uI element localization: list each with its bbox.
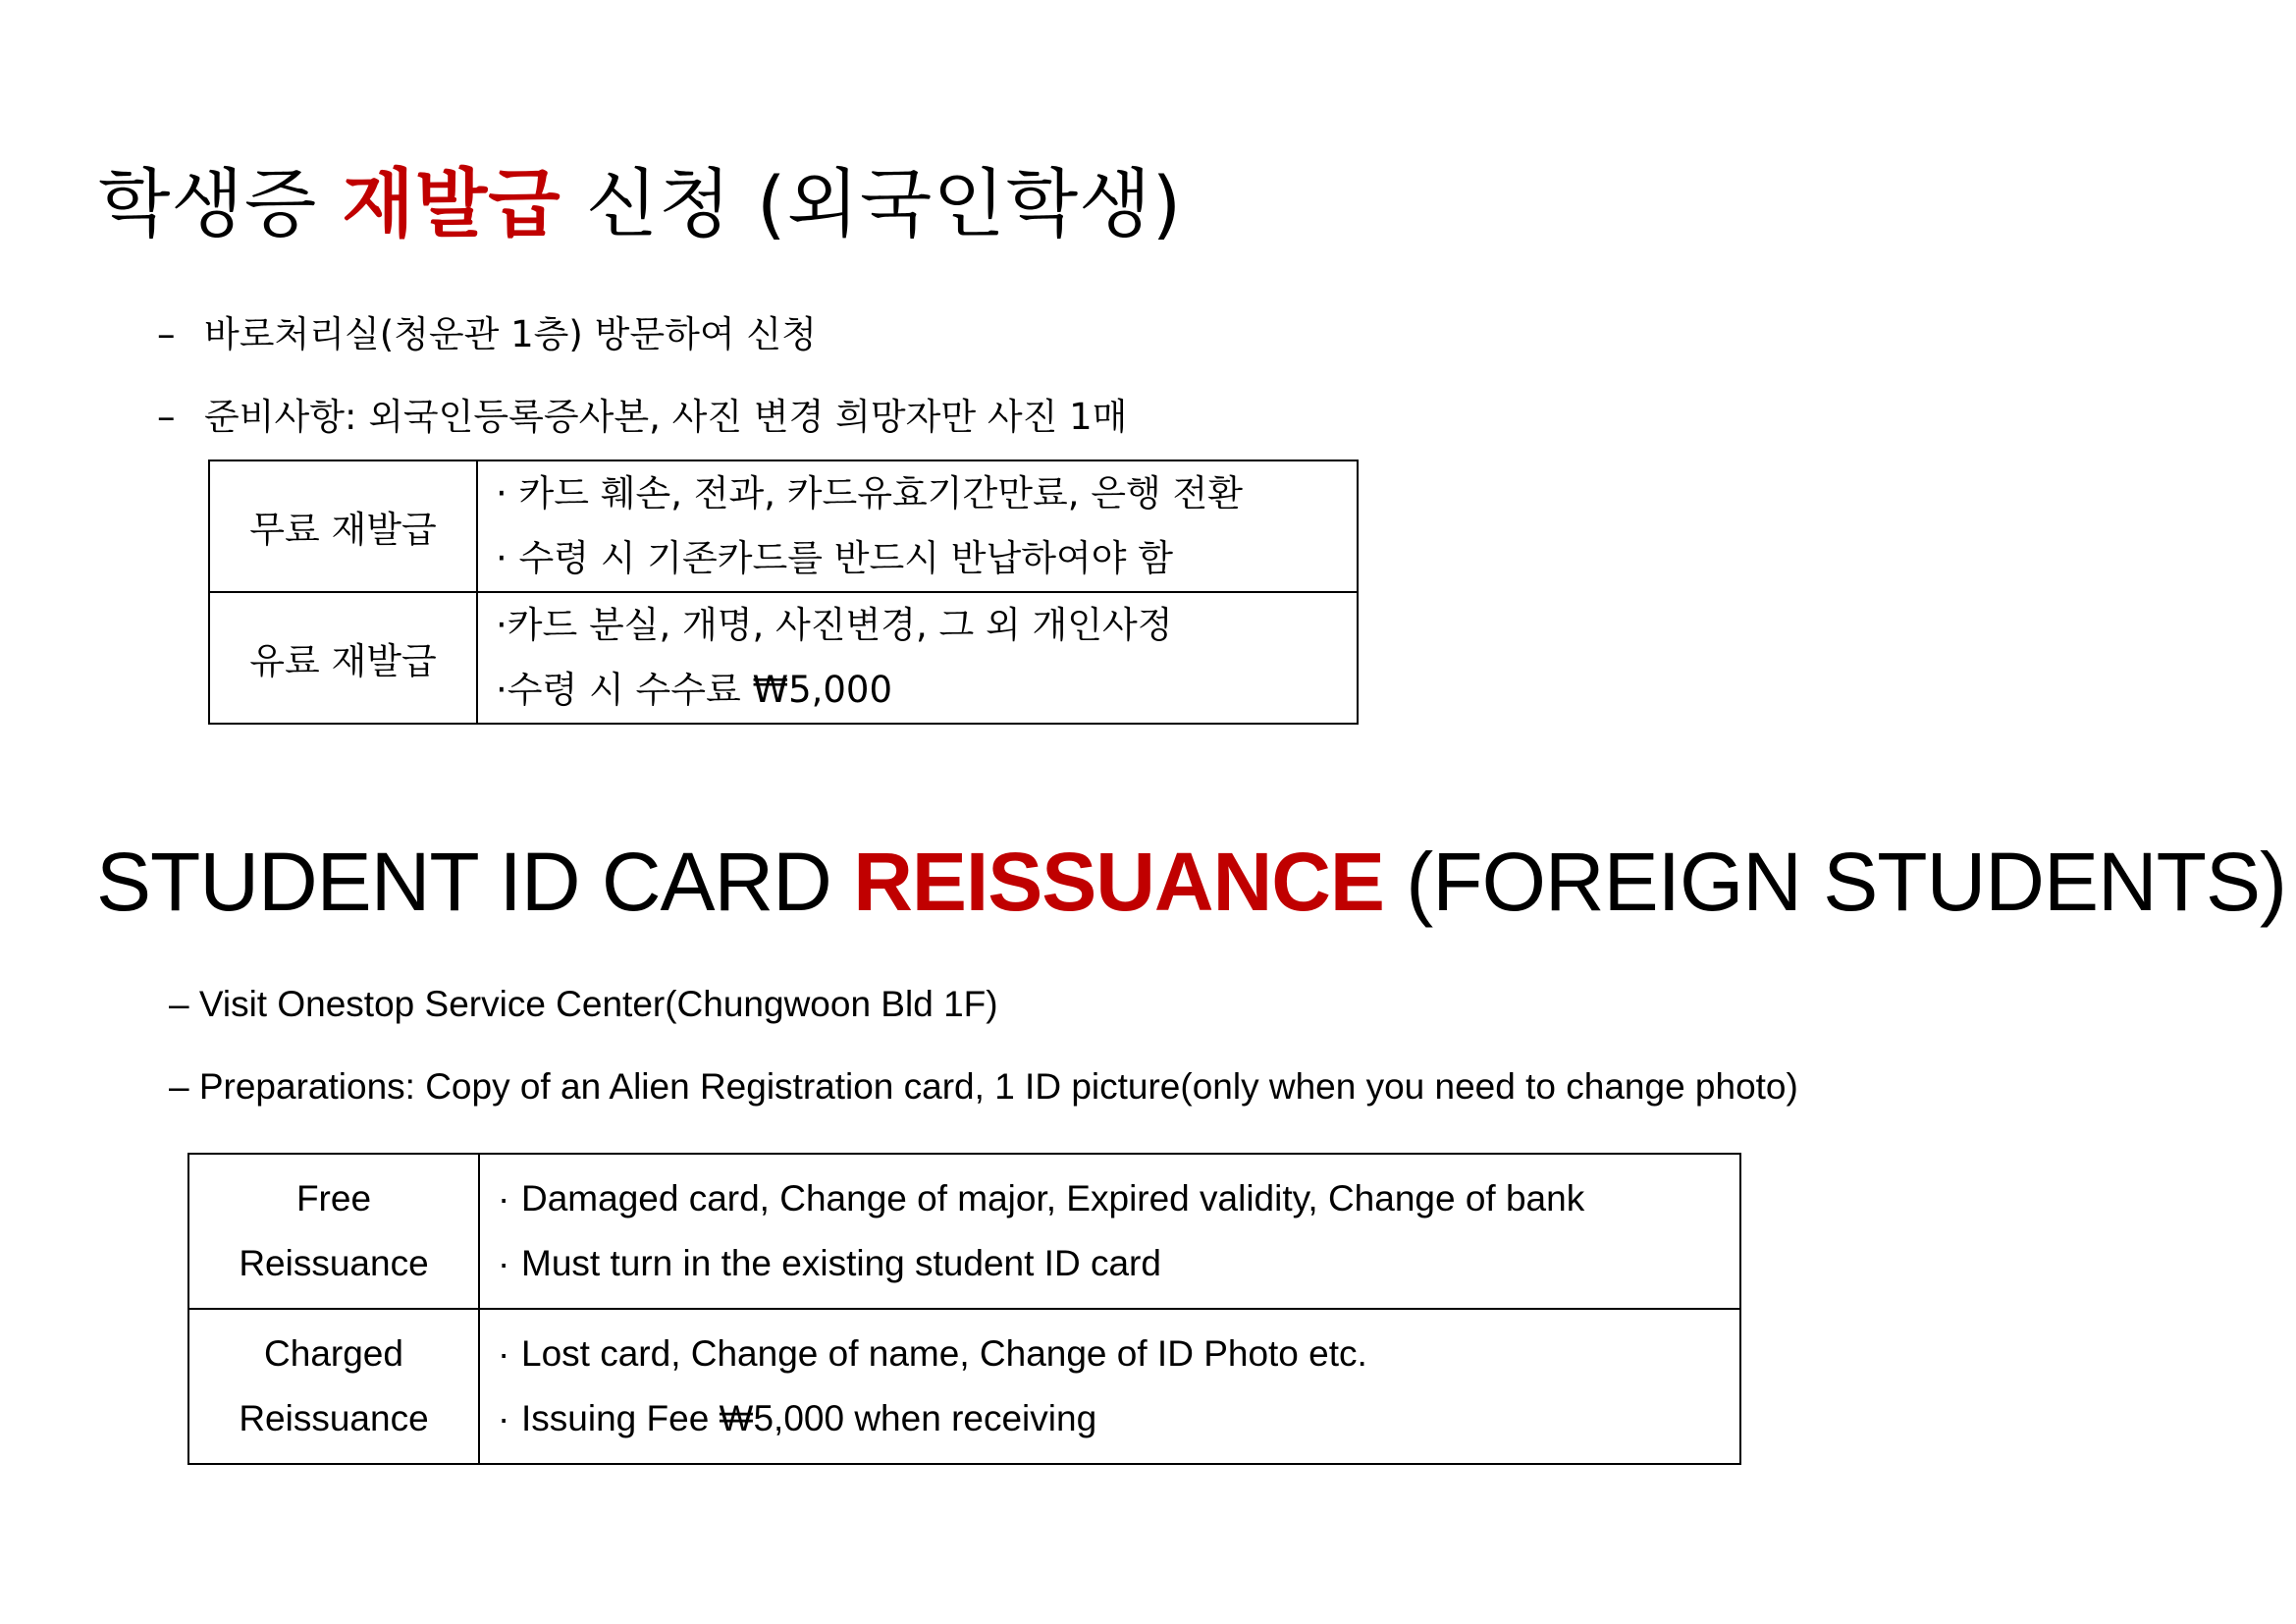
table-label-line: Free [295, 1178, 372, 1218]
korean-title-prefix: 학생증 [98, 160, 318, 247]
table-desc-text: Must turn in the existing student ID card [521, 1243, 1161, 1283]
bullet-dash: – [157, 313, 176, 355]
table-desc-text: Lost card, Change of name, Change of ID Photo etc. [521, 1333, 1367, 1374]
korean-bullet-text: 바로처리실(청운관 1층) 방문하여 신청 [204, 313, 817, 355]
table-desc-cell [479, 1309, 1740, 1464]
table-desc-cell [477, 460, 1358, 592]
table-desc-line: ·카드 분실, 개명, 사진변경, 그 외 개인사정 [496, 604, 1173, 646]
korean-reissue-table [208, 460, 1359, 725]
table-label-cell [188, 1154, 479, 1309]
table-desc-line: · 수령 시 기존카드를 반드시 반납하여야 함 [496, 537, 1173, 579]
bullet-dot: · [498, 1333, 510, 1374]
bullet-dash: – [157, 396, 176, 438]
korean-title-suffix: 신청 (외국인학생) [585, 160, 1183, 247]
table-label-cell: 유료 재발급 [209, 592, 477, 724]
table-row [188, 1309, 1740, 1464]
english-title-suffix: (FOREIGN STUDENTS) [1406, 836, 2286, 928]
bullet-dot: · [498, 1398, 510, 1438]
table-row [209, 460, 1358, 592]
table-desc-line: · 카드 훼손, 전과, 카드유효기간만료, 은행 전환 [496, 472, 1243, 514]
table-desc-cell [479, 1154, 1740, 1309]
table-label-line: Reissuance [239, 1243, 429, 1283]
english-title-accent: REISSUANCE [853, 836, 1384, 928]
table-desc-line: ·수령 시 수수료 ₩5,000 [496, 669, 893, 711]
english-title [96, 833, 2286, 931]
table-desc-line [498, 1386, 1739, 1451]
table-desc-line [498, 1166, 1739, 1231]
table-desc-line [498, 1322, 1739, 1386]
korean-bullet-preparations [157, 393, 1127, 442]
korean-bullet-visit [157, 310, 817, 359]
english-title-prefix: STUDENT ID CARD [96, 836, 831, 928]
english-bullet-preparations: – Preparations: Copy of an Alien Registration card, 1 ID picture(only when you need to change photo) [169, 1066, 1798, 1107]
table-row [209, 592, 1358, 724]
table-row [188, 1154, 1740, 1309]
table-desc-line [498, 1231, 1739, 1296]
bullet-dot: · [498, 1178, 510, 1218]
korean-title-accent: 재발급 [342, 160, 561, 247]
bullet-dot: · [498, 1243, 510, 1283]
english-reissue-table [187, 1153, 1741, 1465]
table-label-cell: 무료 재발급 [209, 460, 477, 592]
table-label-line: Reissuance [239, 1398, 429, 1438]
korean-title [98, 155, 1182, 253]
table-desc-text: Damaged card, Change of major, Expired validity, Change of bank [521, 1178, 1585, 1218]
table-desc-cell [477, 592, 1358, 724]
table-label-line: Charged [264, 1333, 403, 1374]
table-label-cell [188, 1309, 479, 1464]
english-bullet-visit: – Visit Onestop Service Center(Chungwoon Bld 1F) [169, 984, 998, 1024]
table-desc-text: Issuing Fee ₩5,000 when receiving [521, 1398, 1097, 1438]
korean-bullet-text: 준비사항: 외국인등록증사본, 사진 변경 희망자만 사진 1매 [204, 396, 1128, 438]
